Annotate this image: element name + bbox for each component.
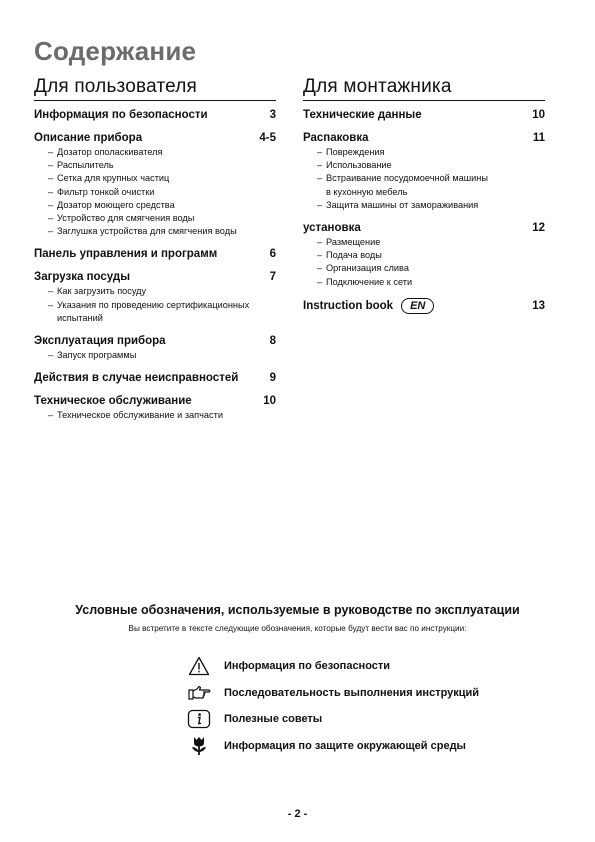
toc-subitem[interactable] <box>303 172 545 185</box>
toc-subitem[interactable] <box>34 225 276 238</box>
toc-entry-title <box>34 334 166 348</box>
dash-bullet: – <box>317 276 323 287</box>
page-title: Содержание <box>34 36 197 66</box>
toc-entry-title-text: Эксплуатация прибора <box>34 335 166 348</box>
toc-subitem[interactable] <box>303 146 545 159</box>
toc-subitem[interactable] <box>34 285 276 298</box>
toc-section <box>303 298 545 314</box>
dash-bullet: – <box>48 186 54 197</box>
toc-entry-title-text: Информация по безопасности <box>34 109 208 121</box>
toc-entry-title <box>303 221 361 235</box>
toc-entry[interactable] <box>303 108 545 122</box>
toc-entry[interactable] <box>34 394 276 408</box>
toc-entry-title-text: Панель управления и программ <box>34 248 218 261</box>
dash-bullet: – <box>48 147 54 157</box>
legend-item <box>186 733 479 760</box>
toc-entry-title <box>303 298 434 314</box>
toc-entry-page: 11 <box>532 132 545 144</box>
toc-subitem-text: Запуск программы <box>57 350 137 361</box>
toc-subitem[interactable] <box>34 146 276 159</box>
dash-bullet: – <box>317 173 323 184</box>
dash-bullet: – <box>48 173 54 184</box>
toc-subitems <box>34 285 276 325</box>
toc-subitem-text: Использование <box>326 160 392 171</box>
toc-entry-title <box>303 131 369 145</box>
installer-contents-column <box>303 76 545 323</box>
warning-triangle-icon <box>186 655 212 677</box>
toc-section <box>303 221 545 289</box>
toc-entry-title-text: Действия в случае неисправностей <box>34 372 239 385</box>
pointing-hand-icon <box>186 682 212 704</box>
toc-subitems <box>303 146 545 212</box>
toc-subitems <box>303 236 545 289</box>
legend-title: Условные обозначения, используемые в руководстве по эксплуатации <box>75 603 520 617</box>
toc-entry-page: 6 <box>269 248 276 261</box>
legend-item <box>186 653 479 680</box>
toc-entry-title-text: Техническое обслуживание <box>34 395 192 408</box>
dash-bullet: – <box>48 213 54 224</box>
toc-entry-title <box>303 108 422 122</box>
toc-entry[interactable] <box>34 371 276 385</box>
toc-entry-page: 10 <box>532 109 545 121</box>
toc-entry-page: 10 <box>263 395 276 408</box>
toc-subitem[interactable] <box>303 159 545 172</box>
toc-entry-title-text: Загрузка посуды <box>34 271 131 284</box>
toc-entry-title-text: Instruction book <box>303 299 394 312</box>
info-icon <box>186 708 212 730</box>
toc-subitem[interactable] <box>34 212 276 225</box>
toc-entry-title <box>34 108 208 122</box>
toc-subitem[interactable] <box>34 159 276 172</box>
toc-subitem-text: Организация слива <box>326 263 409 274</box>
toc-subitem-text: Заглушка устройства для смягчения воды <box>57 226 237 237</box>
toc-section <box>34 334 276 362</box>
toc-entry-title <box>34 371 238 385</box>
toc-subitem-text: Техническое обслуживание и запчасти <box>57 410 223 421</box>
toc-entry-title-text: Распаковка <box>303 132 369 144</box>
legend-label: Информация по защите окружающей среды <box>224 739 466 752</box>
toc-entry[interactable] <box>303 298 545 314</box>
toc-subitem[interactable] <box>303 262 545 275</box>
toc-section <box>34 108 276 122</box>
dash-bullet: – <box>48 410 54 421</box>
toc-subitem[interactable] <box>303 249 545 262</box>
toc-subitem-text: Дозатор моющего средства <box>57 199 175 210</box>
toc-entry[interactable] <box>34 270 276 284</box>
toc-subitem-text: Устройство для смягчения воды <box>57 213 195 224</box>
page-number: - 2 - <box>287 808 308 820</box>
toc-entry-title-text: Технические данные <box>303 109 422 121</box>
toc-subitem-text: в кухонную мебель <box>326 186 408 197</box>
toc-subitem[interactable] <box>303 276 545 289</box>
legend-item <box>186 706 479 733</box>
toc-entry-page: 8 <box>269 335 276 348</box>
toc-entry[interactable] <box>303 221 545 235</box>
toc-subitems <box>34 349 276 362</box>
dash-bullet: – <box>48 286 54 297</box>
toc-entry-page: 12 <box>532 222 545 235</box>
toc-subitem-text: Размещение <box>326 237 381 248</box>
toc-section <box>303 131 545 212</box>
toc-section <box>34 131 276 238</box>
toc-subitem-text: Фильтр тонкой очистки <box>57 186 155 197</box>
toc-entry[interactable] <box>34 334 276 348</box>
dash-bullet: – <box>317 147 323 157</box>
toc-entry-page: 9 <box>269 372 276 385</box>
installer-section-heading: Для монтажника <box>303 76 545 101</box>
toc-entry-page: 3 <box>269 109 276 121</box>
toc-entry-title <box>34 270 130 284</box>
toc-entry[interactable] <box>303 131 545 145</box>
legend-label: Информация по безопасности <box>224 660 391 673</box>
toc-section <box>34 270 276 325</box>
toc-entry-title <box>34 131 142 145</box>
dash-bullet: – <box>48 299 54 310</box>
toc-subitem-text: Встраивание посудомоечной машины <box>326 173 488 184</box>
toc-entry[interactable] <box>34 247 276 261</box>
dash-bullet: – <box>48 226 54 237</box>
toc-subitem-text: Подача воды <box>326 250 382 261</box>
legend-list <box>186 653 479 759</box>
user-contents-column <box>34 76 276 431</box>
toc-subitem-text: Как загрузить посуду <box>57 286 147 297</box>
toc-subitem-text: Указания по проведению сертификационных испытаний <box>57 299 250 323</box>
dash-bullet: – <box>48 160 54 171</box>
toc-subitem[interactable] <box>303 199 545 212</box>
toc-entry[interactable] <box>34 131 276 145</box>
legend-label: Последовательность выполнения инструкций <box>224 686 480 699</box>
toc-entry-page: 7 <box>269 271 276 284</box>
toc-subitem[interactable] <box>34 172 276 185</box>
dash-bullet: – <box>48 350 54 361</box>
dash-bullet: – <box>317 237 323 248</box>
toc-subitem[interactable] <box>303 186 545 199</box>
toc-entry[interactable] <box>34 108 276 122</box>
dash-bullet: – <box>317 263 323 274</box>
toc-subitem-text: Сетка для крупных частиц <box>57 173 170 184</box>
toc-entry-page: 4-5 <box>259 132 276 144</box>
toc-entry-title <box>34 394 192 408</box>
toc-section <box>34 371 276 385</box>
toc-subitem-text: Распылитель <box>57 160 114 171</box>
toc-section <box>34 394 276 422</box>
toc-entry-title <box>34 247 217 261</box>
dash-bullet: – <box>317 250 323 261</box>
toc-section <box>34 247 276 261</box>
dash-bullet: – <box>317 160 323 171</box>
toc-subitem-text: Дозатор ополаскивателя <box>57 147 163 157</box>
user-section-heading: Для пользователя <box>34 76 276 101</box>
toc-subitem[interactable] <box>34 409 276 422</box>
legend-label: Полезные советы <box>224 713 323 726</box>
dash-bullet: – <box>317 199 323 210</box>
toc-subitem[interactable] <box>34 299 276 325</box>
dash-bullet: – <box>48 199 54 210</box>
toc-subitem-text: Подключение к сети <box>326 276 413 287</box>
toc-subitems <box>34 146 276 238</box>
toc-entry-title-text: Описание прибора <box>34 132 143 144</box>
toc-section <box>303 108 545 122</box>
toc-subitem[interactable] <box>34 199 276 212</box>
toc-subitem-text: Защита машины от замораживания <box>326 199 479 210</box>
language-badge: EN <box>401 298 434 314</box>
legend-item <box>186 680 479 707</box>
legend-subtitle: Вы встретите в тексте следующие обозначения, которые будут вести вас по инструкции: <box>128 624 467 633</box>
toc-subitem[interactable] <box>34 186 276 199</box>
toc-entry-title-text: установка <box>303 222 361 235</box>
toc-subitems <box>34 409 276 422</box>
toc-subitem[interactable] <box>34 349 276 362</box>
flower-icon <box>186 735 212 757</box>
toc-entry-page: 13 <box>532 299 545 312</box>
toc-subitem-text: Повреждения <box>326 147 385 157</box>
toc-subitem[interactable] <box>303 236 545 249</box>
